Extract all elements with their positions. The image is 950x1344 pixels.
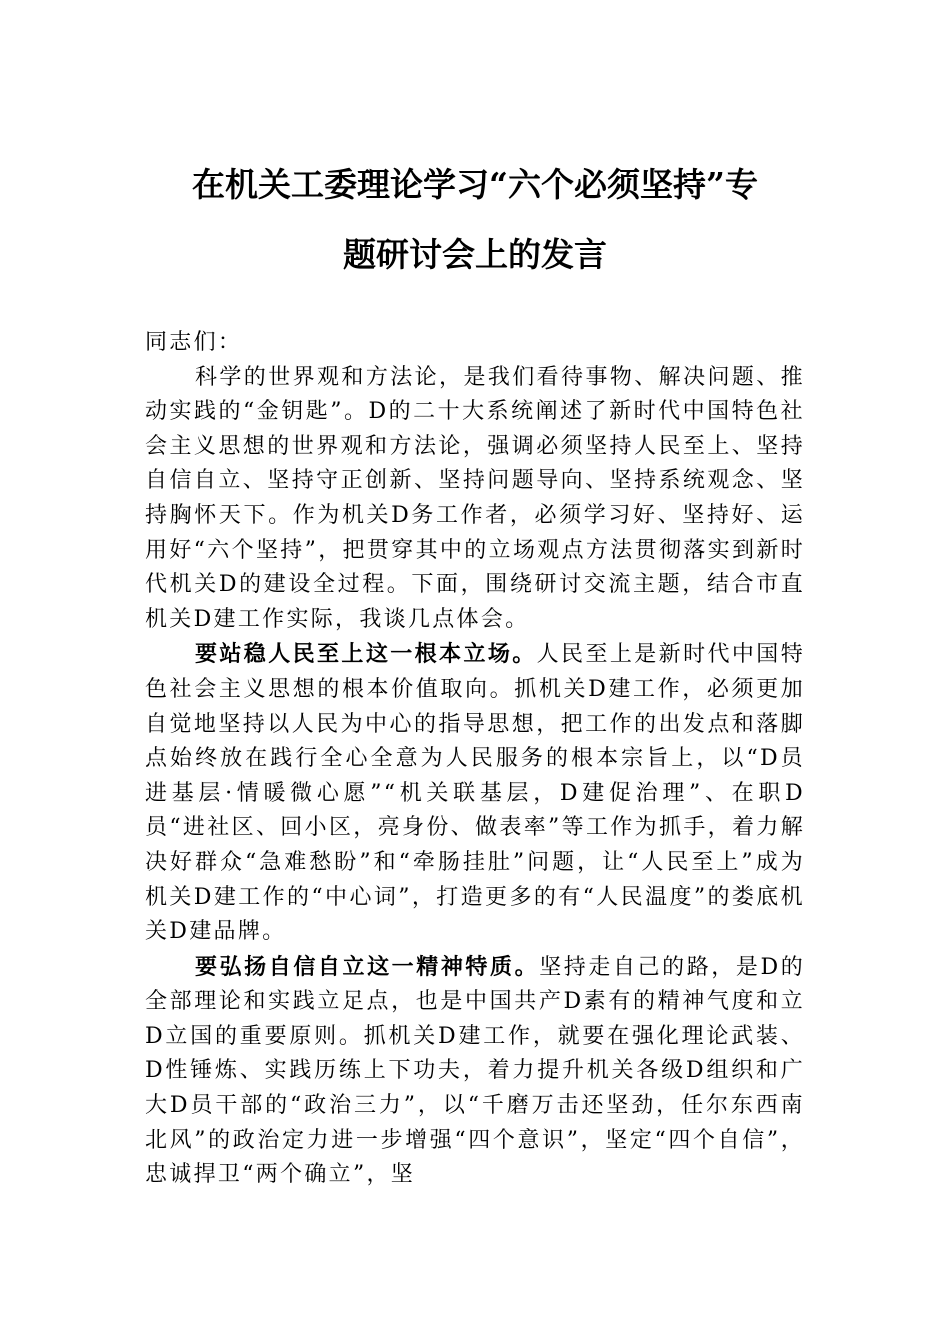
document-title-line-1: 在机关工委理论学习“六个必须坚持”专 — [192, 165, 758, 204]
document-body — [145, 326, 805, 1193]
paragraph-people-first — [145, 637, 805, 949]
paragraph-text: 人民至上是新时代中国特色社会主义思想的根本价值取向。抓机关D建工作，必须更加自觉地坚持以人民为中心的指导思想，把工作的出发点和落脚点始终放在践行全心全意为人民服务的根本宗旨上，以“D员进基层·情暖微心愿”“机关联基层，D建促治理”、在职D员“进社区、回小区，亮身份、做表率”等工作为抓手，着力解决好群众“急难愁盼”和“牵肠挂肚”问题，让“人民至上”成为机关D建工作的“中心词”，打造更多的有“人民温度”的娄底机关D建品牌。 — [145, 642, 805, 945]
paragraph-intro — [145, 361, 805, 638]
paragraph-text: 科学的世界观和方法论，是我们看待事物、解决问题、推动实践的“金钥匙”。D的二十大系统阐述了新时代中国特色社会主义思想的世界观和方法论，强调必须坚持人民至上、坚持自信自立、坚持守正创新、坚持问题导向、坚持系统观念、坚持胸怀天下。作为机关D务工作者，必须学习好、坚持好、运用好“六个坚持”，把贯穿其中的立场观点方法贯彻落实到新时代机关D的建设全过程。下面，围绕研讨交流主题，结合市直机关D建工作实际，我谈几点体会。 — [145, 364, 805, 632]
salutation: 同志们： — [145, 330, 243, 355]
paragraph-lead: 要站稳人民至上这一根本立场。 — [195, 641, 537, 668]
paragraph-lead: 要弘扬自信自立这一精神特质。 — [195, 953, 540, 980]
document-title-line-2: 题研讨会上的发言 — [343, 235, 607, 274]
paragraph-text: 坚持走自己的路，是D的全部理论和实践立足点，也是中国共产D素有的精神气度和立D立国的重要原则。抓机关D建工作，就要在强化理论武装、D性锤炼、实践历练上下功夫，着力提升机关各级D组织和广大D员干部的“政治三力”，以“千磨万击还坚劲，任尔东西南北风”的政治定力进一步增强“四个意识”，坚定“四个自信”，忠诚捍卫“两个确立”，坚 — [145, 954, 805, 1188]
paragraph-self-confidence — [145, 950, 805, 1193]
